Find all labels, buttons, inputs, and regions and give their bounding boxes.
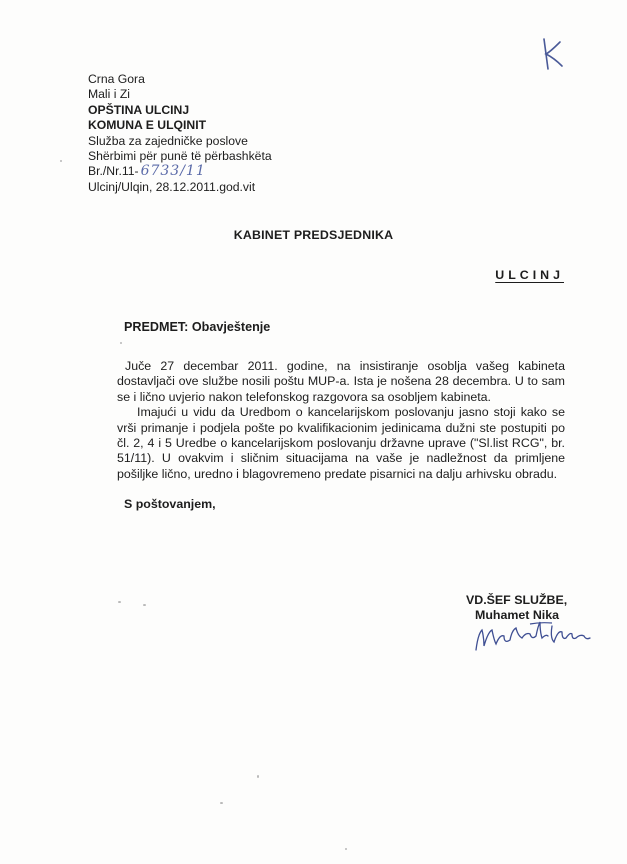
subject-line: PREDMET: Obavještenje bbox=[124, 320, 271, 334]
handwritten-signature bbox=[472, 616, 592, 656]
letterhead-department-alt: Shërbimi për punë të përbashkëta bbox=[88, 149, 272, 164]
letterhead-municipality: OPŠTINA ULCINJ bbox=[88, 102, 190, 117]
letterhead-country: Crna Gora bbox=[88, 72, 145, 86]
signatory-name: Muhamet Nika bbox=[475, 608, 559, 623]
letter-date: Ulcinj/Ulqin, 28.12.2011.god.vit bbox=[88, 179, 256, 194]
closing-greeting: S poštovanjem, bbox=[124, 497, 216, 511]
signatory-title: VD.ŠEF SLUŽBE, bbox=[466, 593, 568, 607]
body-paragraph-1: Juče 27 decembar 2011. godine, na insistiranje osoblja vašeg kabineta dostavljači ove službe nosili poštu MUP-a. Ista je nošena 28 decembra. U to sam se i lično uvjerio nakon telefonskog razgovora sa osobljem kabineta. bbox=[117, 359, 565, 404]
body-paragraph-2: Imajući u vidu da Uredbom o kancelarijskom poslovanju jasno stoji kako se vrši primanje i podjela pošte po kvalifikacionim jedinicama dužni ste postupiti po čl. 2, 4 i 5 Uredbe o kancelarijskom poslovanju državne uprave ("Sl.list RCG", br. 51/11). U ovakvim i sličnim situacijama na vaše je nadležnost da primljene pošiljke lično, uredno i blagovremeno predate pisarnici na dalju arhivsku obradu. bbox=[117, 405, 565, 481]
handwritten-k-mark bbox=[536, 36, 566, 72]
letterhead-department: Služba za zajedničke poslove bbox=[88, 133, 248, 148]
reference-number-handwritten: 6733/11 bbox=[140, 163, 206, 180]
recipient-city: ULCINJ bbox=[495, 268, 564, 282]
letterhead-municipality-alt: KOMUNA E ULQINIT bbox=[88, 118, 207, 133]
reference-number bbox=[88, 164, 272, 179]
letterhead-country-alt: Mali i Zi bbox=[88, 87, 130, 102]
letter-body bbox=[117, 359, 565, 482]
reference-number-prefix: Br./Nr.11- bbox=[88, 164, 139, 179]
recipient: KABINET PREDSJEDNIKA bbox=[233, 228, 394, 242]
letterhead bbox=[88, 72, 272, 195]
